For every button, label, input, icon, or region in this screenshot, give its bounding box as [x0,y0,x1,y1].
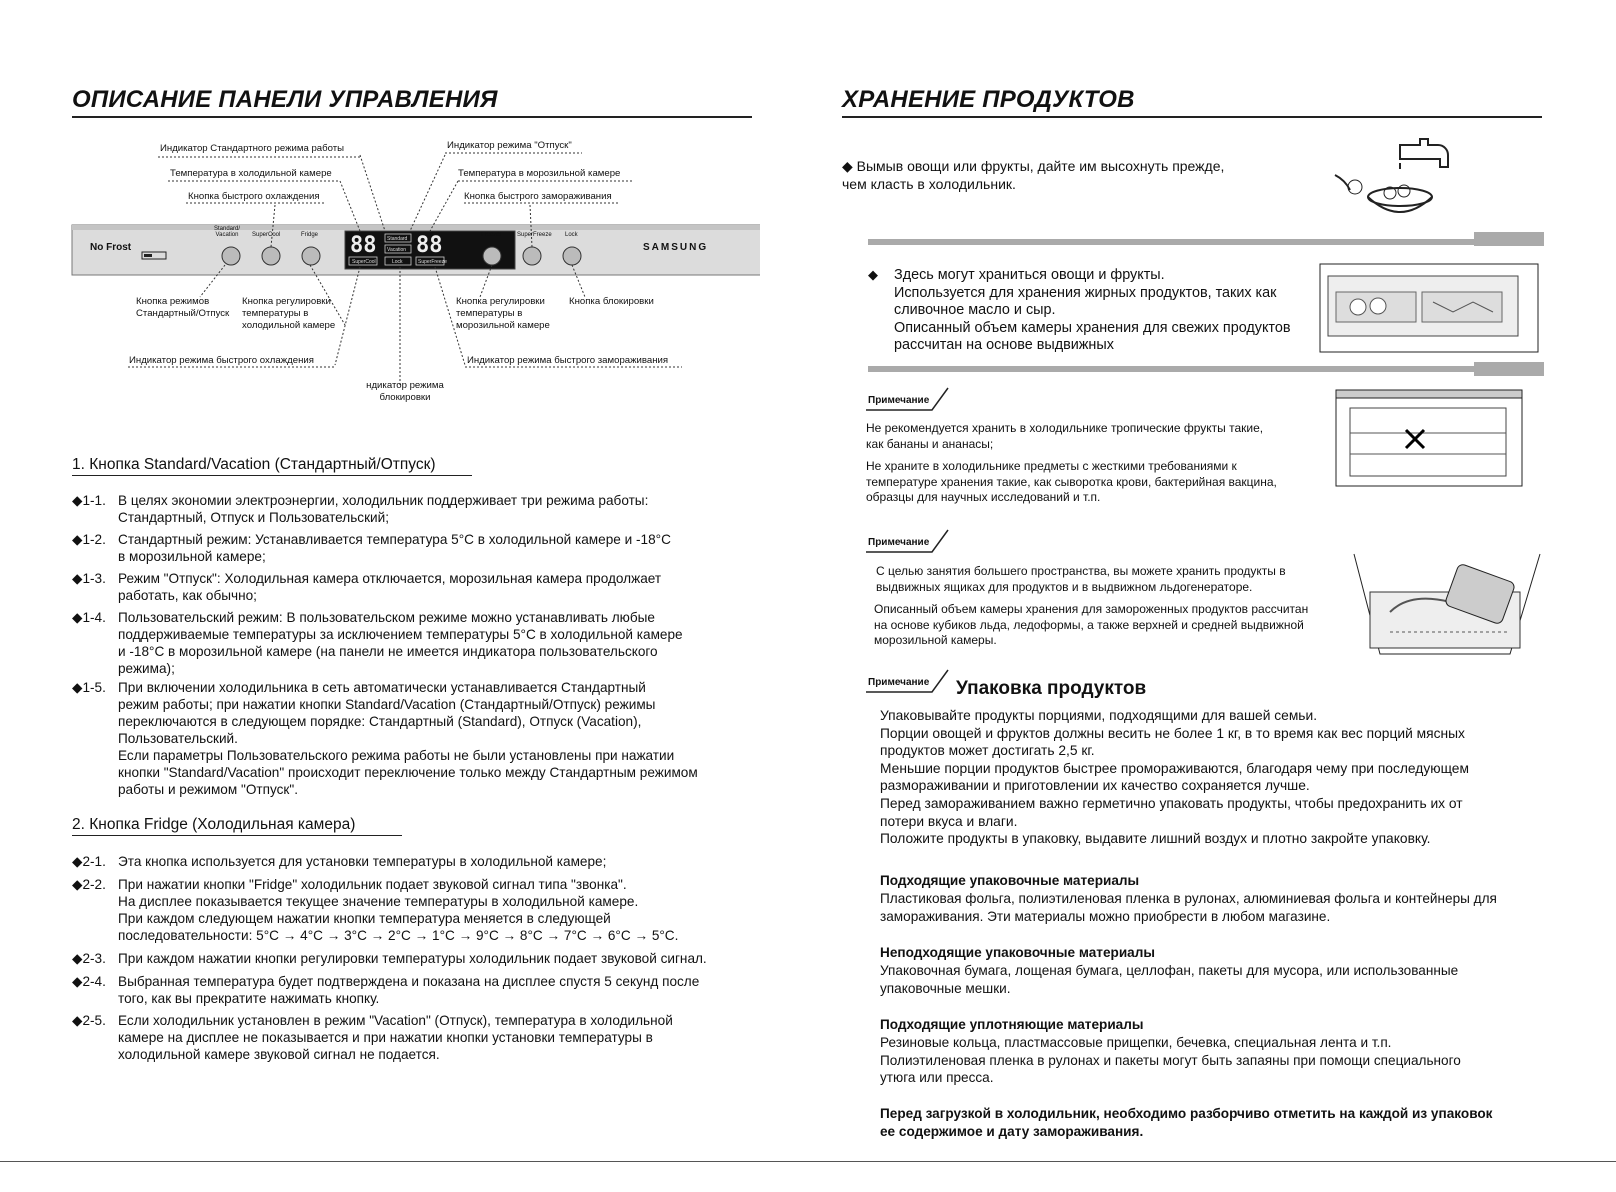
callout-superfreeze-indicator: Индикатор режима быстрого замораживания [467,355,669,366]
item-number: ◆1-3. [72,571,106,586]
note2-text: С целью занятия большего пространства, вы можете хранить продукты в выдвижных ящиках для продуктов и в выдвижном льдогенераторе. [876,564,1286,594]
item-text: При нажатии кнопки "Fridge" холодильник подает звуковой сигнал типа "звонка". На дисплее показывается текущее значение температуры в холодильной камере. При каждом следующем нажатии кнопки температура меняется в следующей последовательности: 5°C → 4°C → 3°C → 2°C → 1°C → 9°C → 8°C → 7°C → 6°C → 5°C. [118,877,679,943]
display-freezer-temp: 88 [416,233,443,258]
item-number: ◆1-2. [72,532,106,547]
btn-fridge-label: Fridge [301,232,319,238]
item-text: Стандартный режим: Устанавливается температура 5°C в холодильной камере и -18°C в морозильной камере; [118,532,671,564]
item-text: При включении холодильника в сеть автоматически устанавливается Стандартный режим работы; при нажатии кнопки Standard/Vacation (Стандартный/Отпуск) режимы переключаются в следующем порядке: Стандартный (Standard), Отпуск (Vacation), Пользовательский. Если параметры Пользовательского режима работы не были установлены при нажатии кнопки "Standard/Vacation" происходит переключение только между Стандартным режимом работы и режимом "Отпуск". [118,680,698,797]
note-label-1: Примечание [868,395,930,406]
item-number: ◆2-5. [72,1013,106,1028]
note-label-3: Примечание [868,677,930,688]
note-label-2: Примечание [868,537,930,548]
callout-freezer-adjust: Кнопка регулировки температуры в морозильной камере [456,296,550,331]
bullet-diamond-icon: ◆ [868,267,878,282]
callout-fridge-adjust: Кнопка регулировки температуры в холодильной камере [242,296,336,331]
ind-vacation: Vacation [387,247,407,253]
note-slash-icon [866,528,950,554]
note-slash-icon [866,386,950,412]
ind-standard: Standard [387,236,408,242]
note-slash-icon [866,668,950,694]
callout-standard-indicator: Индикатор Стандартного режима работы [160,143,345,154]
item-text: Эта кнопка используется для установки температуры в холодильной камере; [118,854,607,869]
callout-freezer-temp: Температура в морозильной камере [458,168,621,179]
note2b-text: Описанный объем камеры хранения для замороженных продуктов рассчитан на основе кубиков льда, ледоформы, а также верхней и средней выдвижной морозильной камеры. [874,602,1309,647]
labeling-instruction: Перед загрузкой в холодильник, необходимо разборчиво отметить на каждой из упаковок ее содержимое и дату замораживания. [880,1106,1493,1139]
item-text: Если холодильник установлен в режим "Vacation" (Отпуск), температура в холодильной камере на дисплее не показывается и при нажатии кнопки установки температуры в холодильной камере звуковой сигнал не подается. [118,1013,673,1062]
sealing-materials-heading: Подходящие уплотняющие материалы [880,1017,1144,1032]
btn-freezer-label: Freezer [481,232,502,238]
item-text: Режим "Отпуск": Холодильная камера отключается, морозильная камера продолжает работать, как обычно; [118,571,662,603]
unsuitable-materials-heading: Неподходящие упаковочные материалы [880,945,1155,960]
ind-supercool: SuperCool [352,259,376,265]
callout-superfreeze-button: Кнопка быстрого замораживания [464,191,612,202]
ind-superfreeze: SuperFreeze [418,259,447,265]
ind-lock: Lock [392,259,403,265]
section1-heading: 1. Кнопка Standard/Vacation (Стандартный/Отпуск) [72,456,436,473]
separator-tab [1474,232,1544,246]
item-number: ◆2-1. [72,854,106,869]
item-text: Пользовательский режим: В пользовательском режиме можно устанавливать любые поддерживаемые температуры за исключением температуры 5°C в холодильной камере и -18°C в морозильной камере (на панели не имеется индикатора пользовательского режима); [118,610,683,676]
btn-superfreeze-label: SuperFreeze [517,232,552,238]
item-text: Выбранная температура будет подтверждена и показана на дисплее спустя 5 секунд после того, как вы прекратите нажимать кнопку. [118,974,700,1006]
callout-supercool-indicator: Индикатор режима быстрого охлаждения [129,355,314,366]
fridge-no-tropical-illustration [1334,388,1524,488]
panel-brand-logo: SAMSUNG [643,242,709,253]
suitable-materials-heading: Подходящие упаковочные материалы [880,873,1140,888]
callout-lock-button: Кнопка блокировки [569,296,654,307]
panel-nofrost-label: No Frost [90,242,132,253]
item-number: ◆1-1. [72,493,106,508]
item-number: ◆1-5. [72,680,106,695]
suitable-materials-text: Пластиковая фольга, полиэтиленовая пленка в рулонах, алюминиевая фольга и контейнеры для замораживания. Эти материалы можно приобрести в любом магазине. [880,891,1497,924]
btn-lock-label: Lock [565,232,578,238]
item-text: При каждом нажатии кнопки регулировки температуры холодильник подает звуковой сигнал. [118,951,707,966]
section2-underline [72,835,402,836]
right-page-title: ХРАНЕНИЕ ПРОДУКТОВ [842,86,1135,113]
separator-bar [868,239,1544,245]
unsuitable-materials-text: Упаковочная бумага, лощеная бумага, целлофан, пакеты для мусора, или использованные упаковочные мешки. [880,963,1459,996]
btn-supercool-label: SuperCool [252,232,281,238]
item-number: ◆1-4. [72,610,106,625]
packing-text: Упаковывайте продукты порциями, подходящими для вашей семьи. Порции овощей и фруктов должны весить не более 1 кг, в то время как вес порций мясных продуктов может достигать 2,5 кг. Меньшие порции продуктов быстрее промораживаются, благодаря чему при последующем размораживании и приготовлении их качество сохраняется лучше. Перед замораживанием важно герметично упаковать продукты, чтобы предохранить их от потери вкуса и влаги. Положите продукты в упаковку, выдавите лишний воздух и плотно закройте упаковку. [880,708,1469,847]
wash-tip-text: ◆ Вымыв овощи или фрукты, дайте им высохнуть прежде, чем класть в холодильник. [842,158,1225,192]
callout-vacation-indicator: Индикатор режима "Отпуск" [447,140,572,151]
section2-heading: 2. Кнопка Fridge (Холодильная камера) [72,816,356,833]
left-page-title: ОПИСАНИЕ ПАНЕЛИ УПРАВЛЕНИЯ [72,86,498,113]
display-fridge-temp: 88 [350,233,377,258]
separator-tab-2 [1474,362,1544,376]
callout-supercool-button: Кнопка быстрого охлаждения [188,191,320,202]
callout-lock-indicator: ндикатор режима блокировки [366,380,444,403]
separator-bar-2 [868,366,1544,372]
page-bottom-rule [0,1161,1616,1162]
faucet-bowl-illustration [1330,135,1470,230]
note1-text: Не рекомендуется хранить в холодильнике тропические фрукты такие, как бананы и ананасы; [866,421,1264,451]
item-number: ◆2-2. [72,877,106,892]
note1b-text: Не храните в холодильнике предметы с жесткими требованиями к температуре хранения такие, как сыворотка крови, бактерийная вакцина, образцы для научных исследований и т.п. [866,459,1277,504]
sealing-materials-text: Резиновые кольца, пластмассовые прищепки, бечевка, специальная лента и т.п. Полиэтиленовая пленка в рулонах и пакеты могут быть запаяны при помощи специального утюга или пресса. [880,1035,1461,1086]
packing-heading: Упаковка продуктов [956,678,1147,699]
callout-mode-button: Кнопка режимов Стандартный/Отпуск [136,296,230,319]
right-title-rule [842,116,1542,118]
callout-fridge-temp: Температура в холодильной камере [170,168,332,179]
item-number: ◆2-4. [72,974,106,989]
vegetable-drawer-illustration [1318,262,1540,354]
item-text: В целях экономии электроэнергии, холодильник поддерживает три режима работы: Стандартный, Отпуск и Пользовательский; [118,493,649,525]
vegetable-drawer-text: Здесь могут храниться овощи и фрукты. Используется для хранения жирных продуктов, таких как сливочное масло и сыр. Описанный объем камеры хранения для свежих продуктов рассчитан на основе выдвижных [894,267,1291,354]
section1-underline [72,475,472,476]
freezer-drawer-illustration [1350,552,1546,662]
item-number: ◆2-3. [72,951,106,966]
btn-standard-label: Standard/ Vacation [213,226,241,238]
left-title-rule [72,116,752,118]
